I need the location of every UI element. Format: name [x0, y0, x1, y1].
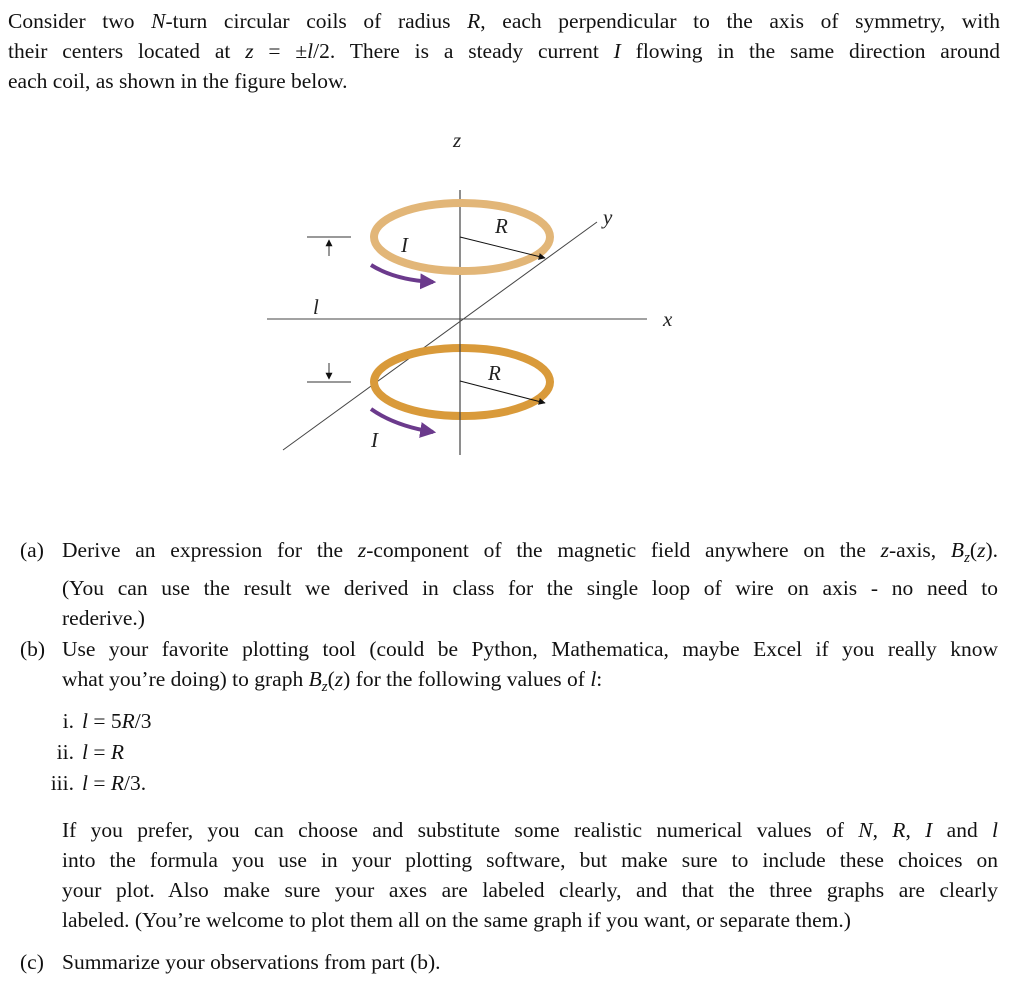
part-b	[20, 634, 1000, 696]
bottom-current-label: I	[371, 428, 378, 452]
part-a-line-2: (You can use the result we derived in class for the single loop of wire on axis - no need to	[62, 576, 998, 601]
part-b-note-line-2: into the formula you use in your plotting software, but make sure to include these choices on	[62, 848, 998, 872]
subitem-iii-label: iii.	[50, 771, 74, 795]
top-current-label: I	[401, 233, 408, 257]
top-radius-label: R	[495, 214, 508, 238]
intro-paragraph	[8, 6, 1000, 96]
part-a-line-1: Derive an expression for the z-component of the magnetic field anywhere on the z-axis, $B_z(z)$.	[62, 538, 998, 567]
bottom-radius-arrow	[460, 381, 545, 403]
coil-figure	[255, 120, 675, 470]
part-b-line-2: what you’re doing) to graph $B_z(z)$ for the following values of l:	[62, 667, 603, 696]
part-b-note-line-4: labeled. (You’re welcome to plot them all on the same graph if you want, or separate them.)	[62, 908, 851, 932]
y-axis-label: y	[603, 205, 613, 229]
intro-line-2: their centers located at z = ±l/2. There is a steady current I flowing in the same direction around	[8, 39, 1000, 63]
part-b-label: (b)	[20, 637, 46, 661]
part-a-label: (a)	[20, 538, 44, 562]
separation-label: l	[313, 295, 319, 319]
subitem-ii-label: ii.	[56, 740, 74, 764]
bottom-radius-label: R	[488, 361, 501, 385]
z-axis-label: z	[453, 128, 462, 152]
subitem-ii: ii. l = R	[30, 737, 124, 767]
part-c-label: (c)	[20, 950, 44, 974]
part-c	[20, 947, 1000, 979]
part-b-note	[62, 815, 998, 935]
top-radius-arrow	[460, 237, 545, 258]
part-b-text	[62, 634, 998, 702]
part-b-note-line-1: If you prefer, you can choose and substitute some realistic numerical values of N, R, I and l	[62, 818, 999, 842]
part-a-text	[62, 535, 998, 633]
part-b-note-line-3: your plot. Also make sure your axes are labeled clearly, and that the three graphs are clearly	[62, 878, 998, 902]
coil-diagram	[255, 120, 675, 470]
intro-line-1: Consider two N-turn circular coils of radius R, each perpendicular to the axis of symmetry, with	[8, 9, 1001, 33]
x-axis-label: x	[663, 307, 673, 331]
subitem-i-label: i.	[62, 709, 74, 733]
part-a-line-3: rederive.)	[62, 606, 145, 631]
intro-line-3: each coil, as shown in the figure below.	[8, 69, 348, 93]
part-a	[20, 535, 1000, 631]
subitem-iii: iii. l = R/3.	[30, 768, 146, 798]
part-c-text: Summarize your observations from part (b).	[62, 950, 441, 974]
subitem-i: i. l = 5R/3	[30, 706, 152, 736]
part-b-line-1: Use your favorite plotting tool (could be Python, Mathematica, maybe Excel if you really know	[62, 637, 998, 661]
